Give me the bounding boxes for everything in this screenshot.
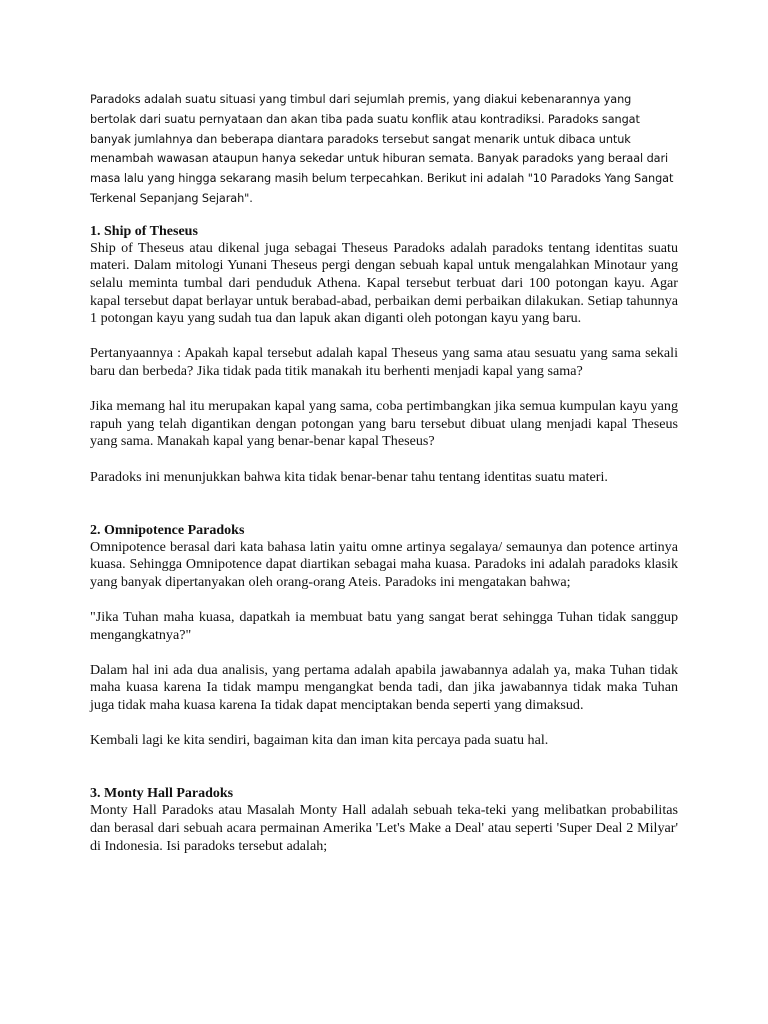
- paragraph: Pertanyaannya : Apakah kapal tersebut adalah kapal Theseus yang sama atau sesuatu yang sama sekali baru dan berbeda? Jika tidak pada titik manakah itu berhenti menjadi kapal yang sama?: [90, 345, 678, 379]
- section-omnipotence-paradoks: [90, 522, 678, 750]
- section-monty-hall-paradoks: [90, 785, 678, 855]
- paragraph: Paradoks ini menunjukkan bahwa kita tidak benar-benar tahu tentang identitas suatu materi.: [90, 468, 608, 485]
- paragraph: Jika memang hal itu merupakan kapal yang sama, coba pertimbangkan jika semua kumpulan kayu yang rapuh yang telah digantikan dengan potongan yang baru tersebut dibuat ulang menjadi kapal Theseus yang sama. Manakah kapal yang benar-benar kapal Theseus?: [90, 398, 678, 450]
- paragraph: "Jika Tuhan maha kuasa, dapatkah ia membuat batu yang sangat berat sehingga Tuhan tidak sanggup mengangkatnya?": [90, 609, 678, 643]
- section-gap: [90, 767, 678, 785]
- section-gap: [90, 504, 678, 522]
- paragraph: Ship of Theseus atau dikenal juga sebagai Theseus Paradoks adalah paradoks tentang identitas suatu materi. Dalam mitologi Yunani Theseus pergi dengan sebuah kapal untuk mengalahkan Minotaur yang selalu meminta tumbal dari penduduk Athena. Kapal tersebut terbuat dari 100 potongan kayu. Agar kapal tersebut dapat berlayar untuk berabad-abad, perbaikan demi perbaikan dilakukan. Setiap tahunnya 1 potongan kayu yang sudah tua dan lapuk akan diganti oleh potongan kayu yang baru.: [90, 239, 678, 327]
- document-page: [90, 90, 678, 873]
- section-title: 2. Omnipotence Paradoks: [90, 522, 245, 538]
- paragraph: Omnipotence berasal dari kata bahasa latin yaitu omne artinya segalaya/ semaunya dan potence artinya kuasa. Sehingga Omnipotence dapat diartikan sebagai maha kuasa. Paradoks ini adalah paradoks klasik yang banyak dipertanyakan oleh orang-orang Ateis. Paradoks ini mengatakan bahwa;: [90, 538, 678, 590]
- section-title: 3. Monty Hall Paradoks: [90, 786, 234, 802]
- section-ship-of-theseus: [90, 223, 678, 486]
- section-title: 1. Ship of Theseus: [90, 223, 198, 239]
- intro-paragraph: Paradoks adalah suatu situasi yang timbul dari sejumlah premis, yang diakui kebenarannya yang bertolak dari suatu pernyataan dan akan tiba pada suatu konflik atau kontradiksi. Paradoks sangat banyak jumlahnya dan beberapa diantara paradoks tersebut sangat menarik untuk dibaca untuk menambah wawasan ataupun hanya sekedar untuk hiburan semata. Banyak paradoks yang beraal dari masa lalu yang hingga sekarang masih belum terpecahkan. Berikut ini adalah "10 Paradoks Yang Sangat Terkenal Sepanjang Sejarah".: [90, 93, 674, 205]
- paragraph: Kembali lagi ke kita sendiri, bagaiman kita dan iman kita percaya pada suatu hal.: [90, 732, 549, 749]
- paragraph: Monty Hall Paradoks atau Masalah Monty Hall adalah sebuah teka-teki yang melibatkan probabilitas dan berasal dari sebuah acara permainan Amerika 'Let's Make a Deal' atau seperti 'Super Deal 2 Milyar' di Indonesia. Isi paradoks tersebut adalah;: [90, 802, 678, 854]
- paragraph: Dalam hal ini ada dua analisis, yang pertama adalah apabila jawabannya adalah ya, maka Tuhan tidak maha kuasa karena Ia tidak mampu mengangkat benda tadi, dan jika jawabannya tidak maka Tuhan juga tidak maha kuasa karena Ia tidak dapat menciptakan benda seperti yang dimaksud.: [90, 661, 678, 714]
